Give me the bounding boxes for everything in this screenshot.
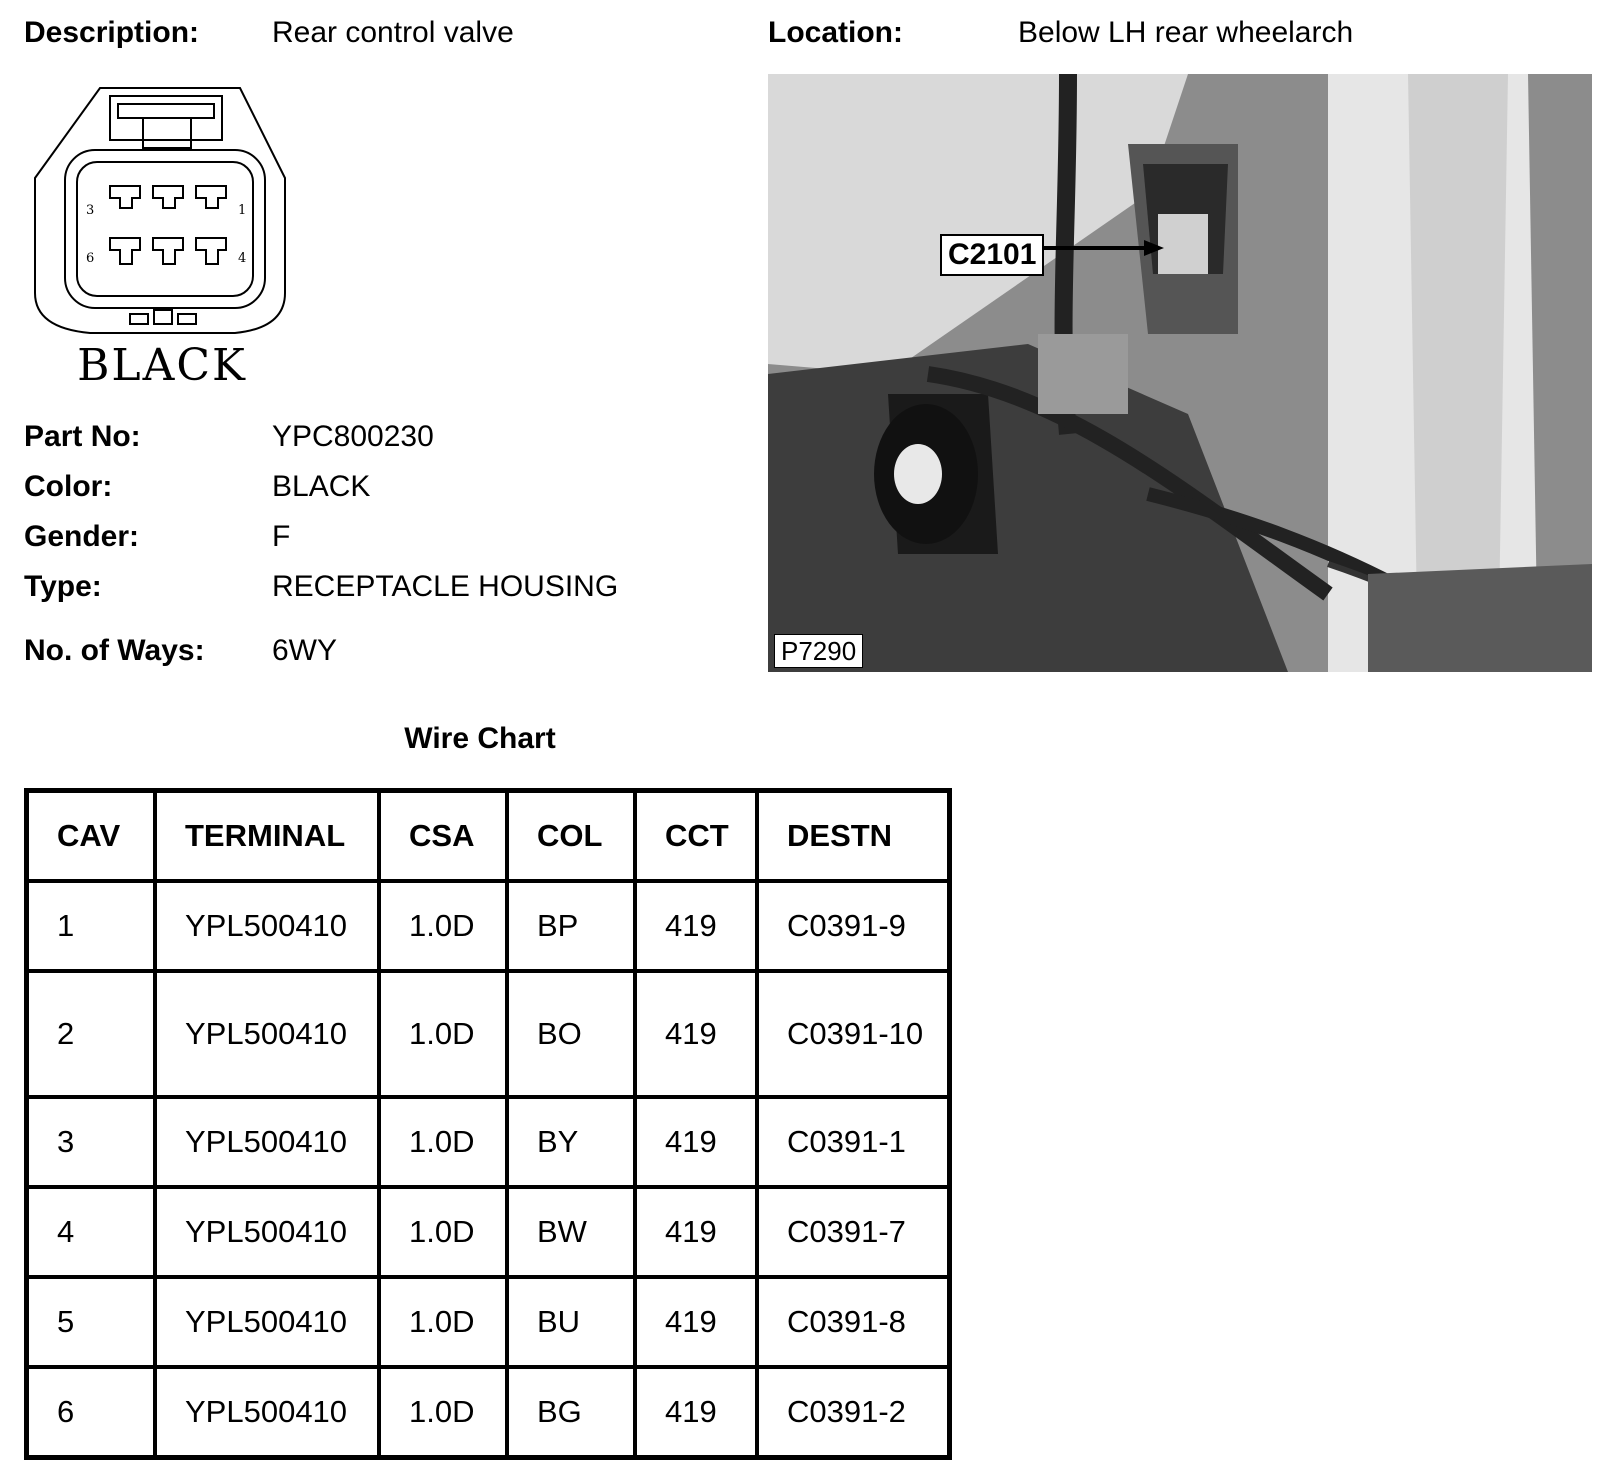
cell-cav: 3 bbox=[27, 1097, 156, 1187]
cell-col: BY bbox=[507, 1097, 635, 1187]
color-value: BLACK bbox=[272, 470, 371, 503]
cell-cct: 419 bbox=[635, 881, 757, 971]
cell-col: BO bbox=[507, 971, 635, 1097]
cell-col: BW bbox=[507, 1187, 635, 1277]
cell-destn: C0391-1 bbox=[757, 1097, 950, 1187]
ways-value: 6WY bbox=[272, 634, 338, 667]
table-row bbox=[27, 881, 950, 971]
wire-chart-table bbox=[24, 788, 952, 1460]
cell-terminal: YPL500410 bbox=[155, 1187, 379, 1277]
color-label: Color: bbox=[24, 470, 113, 503]
cell-cav: 5 bbox=[27, 1277, 156, 1367]
location-photo bbox=[768, 74, 1592, 672]
description-value: Rear control valve bbox=[272, 16, 514, 49]
cell-csa: 1.0D bbox=[379, 1277, 507, 1367]
table-header-row bbox=[27, 791, 950, 882]
cell-destn: C0391-8 bbox=[757, 1277, 950, 1367]
description-label: Description: bbox=[24, 16, 200, 49]
cell-terminal: YPL500410 bbox=[155, 881, 379, 971]
col-header-terminal: TERMINAL bbox=[155, 791, 379, 882]
table-row bbox=[27, 1367, 950, 1458]
cell-cct: 419 bbox=[635, 1367, 757, 1458]
cell-terminal: YPL500410 bbox=[155, 971, 379, 1097]
cell-csa: 1.0D bbox=[379, 1187, 507, 1277]
col-header-cct: CCT bbox=[635, 791, 757, 882]
cell-terminal: YPL500410 bbox=[155, 1277, 379, 1367]
gender-value: F bbox=[272, 520, 291, 553]
cell-cav: 1 bbox=[27, 881, 156, 971]
connector-face-diagram bbox=[20, 78, 300, 398]
cell-csa: 1.0D bbox=[379, 971, 507, 1097]
pin-label-4: 4 bbox=[238, 251, 247, 266]
cell-cct: 419 bbox=[635, 971, 757, 1097]
cell-cav: 4 bbox=[27, 1187, 156, 1277]
cell-col: BU bbox=[507, 1277, 635, 1367]
connector-color-text: BLACK bbox=[77, 340, 247, 391]
pin-label-6: 6 bbox=[86, 251, 95, 266]
cell-terminal: YPL500410 bbox=[155, 1097, 379, 1187]
table-row bbox=[27, 1187, 950, 1277]
cell-destn: C0391-10 bbox=[757, 971, 950, 1097]
cell-col: BP bbox=[507, 881, 635, 971]
table-row bbox=[27, 1097, 950, 1187]
pin-label-3: 3 bbox=[86, 203, 95, 218]
location-value: Below LH rear wheelarch bbox=[1018, 16, 1354, 49]
cell-csa: 1.0D bbox=[379, 1367, 507, 1458]
pin-label-1: 1 bbox=[238, 203, 247, 218]
location-label: Location: bbox=[768, 16, 903, 49]
cell-col: BG bbox=[507, 1367, 635, 1458]
gender-label: Gender: bbox=[24, 520, 140, 553]
type-value: RECEPTACLE HOUSING bbox=[272, 570, 619, 603]
cell-destn: C0391-7 bbox=[757, 1187, 950, 1277]
cell-terminal: YPL500410 bbox=[155, 1367, 379, 1458]
photo-id: P7290 bbox=[774, 634, 863, 668]
part-no-label: Part No: bbox=[24, 420, 141, 453]
type-label: Type: bbox=[24, 570, 102, 603]
col-header-destn: DESTN bbox=[757, 791, 950, 882]
wire-chart-title: Wire Chart bbox=[404, 722, 556, 755]
col-header-cav: CAV bbox=[27, 791, 156, 882]
cell-csa: 1.0D bbox=[379, 1097, 507, 1187]
cell-destn: C0391-9 bbox=[757, 881, 950, 971]
cell-cav: 6 bbox=[27, 1367, 156, 1458]
cell-cav: 2 bbox=[27, 971, 156, 1097]
table-row bbox=[27, 971, 950, 1097]
col-header-csa: CSA bbox=[379, 791, 507, 882]
cell-csa: 1.0D bbox=[379, 881, 507, 971]
cell-cct: 419 bbox=[635, 1187, 757, 1277]
cell-destn: C0391-2 bbox=[757, 1367, 950, 1458]
ways-label: No. of Ways: bbox=[24, 634, 205, 667]
cell-cct: 419 bbox=[635, 1097, 757, 1187]
table-row bbox=[27, 1277, 950, 1367]
part-no-value: YPC800230 bbox=[272, 420, 434, 453]
cell-cct: 419 bbox=[635, 1277, 757, 1367]
connector-callout: C2101 bbox=[940, 234, 1044, 276]
col-header-col: COL bbox=[507, 791, 635, 882]
